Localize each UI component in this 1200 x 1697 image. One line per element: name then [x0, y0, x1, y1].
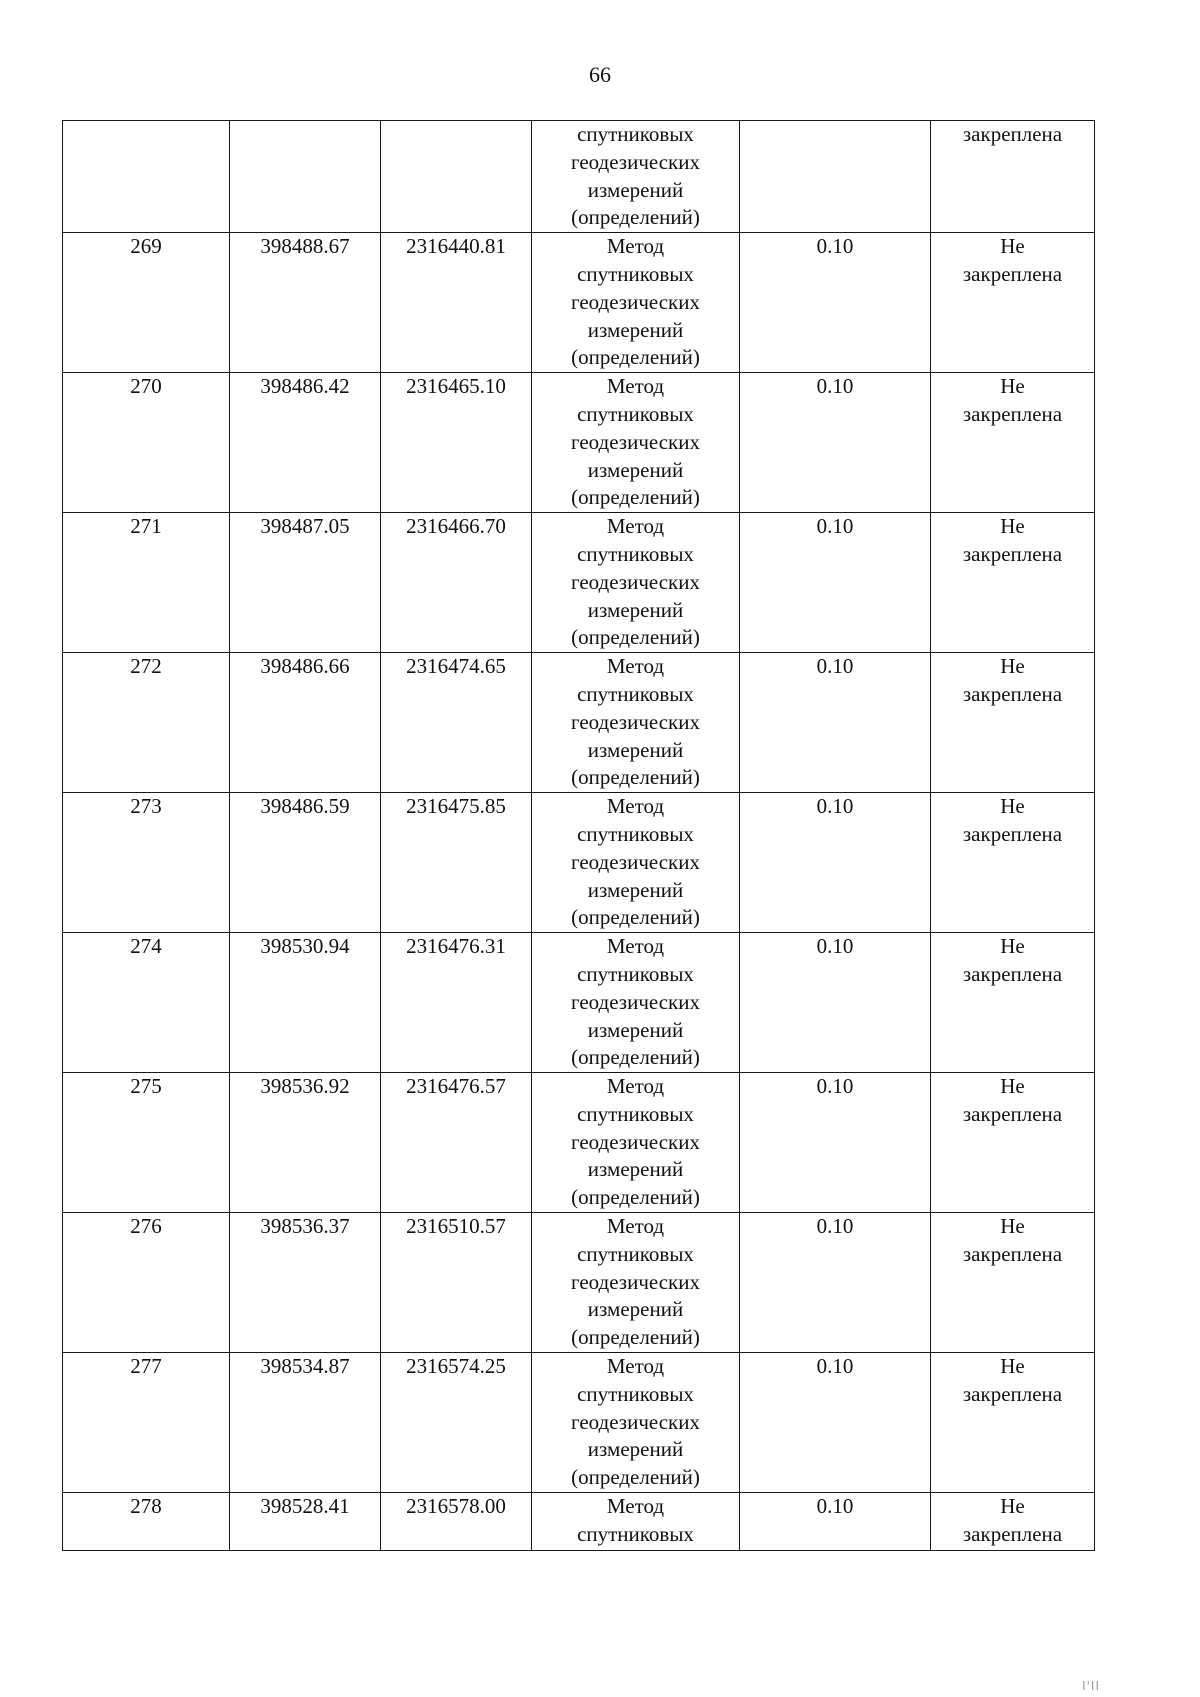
- method-line: спутниковых: [577, 961, 694, 986]
- cell-accuracy: 0.10: [740, 1353, 931, 1493]
- cell-x: 398530.94: [230, 933, 381, 1073]
- method-line: спутниковых: [577, 541, 694, 566]
- cell-x: 398536.37: [230, 1213, 381, 1353]
- cell-point-number: 276: [63, 1213, 230, 1353]
- cell-y: 2316510.57: [381, 1213, 532, 1353]
- status-line: закреплена: [962, 261, 1063, 286]
- cell-y: 2316574.25: [381, 1353, 532, 1493]
- coordinates-table: [62, 120, 1095, 1551]
- method-line: (определений): [571, 765, 700, 790]
- cell-accuracy: 0.10: [740, 513, 931, 653]
- cell-point-number: 272: [63, 653, 230, 793]
- status-line: закреплена: [962, 401, 1063, 426]
- cell-method: [532, 653, 740, 793]
- method-line: (определений): [571, 205, 700, 230]
- cell-method: [532, 933, 740, 1073]
- table-row: [63, 1073, 1095, 1213]
- method-line: измерений: [587, 1437, 684, 1462]
- cell-x: 398536.92: [230, 1073, 381, 1213]
- method-line: (определений): [571, 345, 700, 370]
- method-line: геодезических: [570, 429, 700, 454]
- cell-point-number: 277: [63, 1353, 230, 1493]
- cell-status: [931, 1493, 1095, 1551]
- method-line: (определений): [571, 1045, 700, 1070]
- status-line: закреплена: [962, 1101, 1063, 1126]
- method-line: Метод: [606, 1354, 665, 1379]
- method-line: Метод: [606, 1214, 665, 1239]
- table-row: [63, 1493, 1095, 1551]
- method-line: (определений): [571, 1325, 700, 1350]
- cell-status: [931, 1213, 1095, 1353]
- status-line: закреплена: [962, 541, 1063, 566]
- cell-method: [532, 793, 740, 933]
- method-line: (определений): [571, 1465, 700, 1490]
- method-line: Метод: [606, 514, 665, 539]
- method-line: (определений): [571, 625, 700, 650]
- status-line: Не: [1000, 934, 1025, 959]
- cell-status: [931, 1073, 1095, 1213]
- cell-x: [230, 121, 381, 233]
- method-line: измерений: [587, 1297, 684, 1322]
- method-line: Метод: [606, 1074, 665, 1099]
- method-line: спутниковых: [577, 1381, 694, 1406]
- status-line: Не: [1000, 1074, 1025, 1099]
- cell-x: 398528.41: [230, 1493, 381, 1551]
- cell-method: [532, 513, 740, 653]
- cell-point-number: 273: [63, 793, 230, 933]
- cell-accuracy: 0.10: [740, 373, 931, 513]
- cell-y: 2316578.00: [381, 1493, 532, 1551]
- status-line: закреплена: [962, 821, 1063, 846]
- method-line: (определений): [571, 1185, 700, 1210]
- method-line: (определений): [571, 905, 700, 930]
- method-line: спутниковых: [577, 1241, 694, 1266]
- table-row-continued: [63, 121, 1095, 233]
- cell-accuracy: 0.10: [740, 793, 931, 933]
- cell-y: 2316465.10: [381, 373, 532, 513]
- status-line: Не: [1000, 1354, 1025, 1379]
- method-line: Метод: [606, 234, 665, 259]
- method-line: спутниковых: [577, 1521, 694, 1546]
- coordinates-table-body: [63, 121, 1095, 1551]
- cell-status: [931, 513, 1095, 653]
- status-line: Не: [1000, 514, 1025, 539]
- cell-accuracy: 0.10: [740, 233, 931, 373]
- method-line: Метод: [606, 1494, 665, 1519]
- method-line: Метод: [606, 374, 665, 399]
- status-line: Не: [1000, 1214, 1025, 1239]
- status-line: Не: [1000, 234, 1025, 259]
- cell-accuracy: 0.10: [740, 1493, 931, 1551]
- cell-method: [532, 1073, 740, 1213]
- cell-accuracy: 0.10: [740, 1213, 931, 1353]
- status-line: закреплена: [962, 961, 1063, 986]
- method-line: Метод: [606, 934, 665, 959]
- cell-point-number: 269: [63, 233, 230, 373]
- method-line: геодезических: [570, 1129, 700, 1154]
- cell-y: 2316466.70: [381, 513, 532, 653]
- method-line: геодезических: [570, 849, 700, 874]
- status-line: Не: [1000, 654, 1025, 679]
- status-line: Не: [1000, 1494, 1025, 1519]
- cell-y: 2316476.57: [381, 1073, 532, 1213]
- method-line: геодезических: [570, 569, 700, 594]
- cell-x: 398487.05: [230, 513, 381, 653]
- cell-y: [381, 121, 532, 233]
- method-line: геодезических: [570, 989, 700, 1014]
- cell-y: 2316475.85: [381, 793, 532, 933]
- page-number: 66: [589, 62, 611, 87]
- method-line: геодезических: [570, 709, 700, 734]
- cell-status: [931, 1353, 1095, 1493]
- cell-accuracy: 0.10: [740, 933, 931, 1073]
- footer-mark: I'II: [1082, 1679, 1100, 1693]
- cell-x: 398486.59: [230, 793, 381, 933]
- cell-status: [931, 373, 1095, 513]
- cell-status: [931, 933, 1095, 1073]
- cell-accuracy: 0.10: [740, 653, 931, 793]
- method-line: спутниковых: [577, 122, 694, 146]
- status-line: Не: [1000, 794, 1025, 819]
- cell-accuracy: [740, 121, 931, 233]
- cell-y: 2316474.65: [381, 653, 532, 793]
- status-line: закреплена: [962, 1521, 1063, 1546]
- status-line: закреплена: [962, 681, 1063, 706]
- cell-y: 2316476.31: [381, 933, 532, 1073]
- method-line: измерений: [587, 597, 684, 622]
- table-row: [63, 1213, 1095, 1353]
- method-line: спутниковых: [577, 401, 694, 426]
- cell-y: 2316440.81: [381, 233, 532, 373]
- cell-x: 398534.87: [230, 1353, 381, 1493]
- cell-method: [532, 373, 740, 513]
- cell-accuracy: 0.10: [740, 1073, 931, 1213]
- method-line: геодезических: [570, 149, 700, 174]
- method-line: измерений: [587, 317, 684, 342]
- cell-point-number: 278: [63, 1493, 230, 1551]
- cell-x: 398488.67: [230, 233, 381, 373]
- table-row: [63, 793, 1095, 933]
- status-line: закреплена: [962, 122, 1063, 146]
- method-line: измерений: [587, 1157, 684, 1182]
- cell-x: 398486.66: [230, 653, 381, 793]
- cell-status: [931, 121, 1095, 233]
- table-row: [63, 373, 1095, 513]
- status-line: закреплена: [962, 1241, 1063, 1266]
- table-row: [63, 513, 1095, 653]
- method-line: спутниковых: [577, 681, 694, 706]
- table-row: [63, 653, 1095, 793]
- method-line: измерений: [587, 877, 684, 902]
- cell-status: [931, 653, 1095, 793]
- method-line: (определений): [571, 485, 700, 510]
- cell-point-number: [63, 121, 230, 233]
- cell-point-number: 270: [63, 373, 230, 513]
- status-line: закреплена: [962, 1381, 1063, 1406]
- table-row: [63, 933, 1095, 1073]
- cell-x: 398486.42: [230, 373, 381, 513]
- method-line: геодезических: [570, 289, 700, 314]
- table-row: [63, 1353, 1095, 1493]
- method-line: спутниковых: [577, 1101, 694, 1126]
- method-line: измерений: [587, 457, 684, 482]
- cell-method: [532, 233, 740, 373]
- cell-point-number: 274: [63, 933, 230, 1073]
- method-line: Метод: [606, 654, 665, 679]
- method-line: геодезических: [570, 1409, 700, 1434]
- cell-method: [532, 121, 740, 233]
- cell-status: [931, 233, 1095, 373]
- method-line: Метод: [606, 794, 665, 819]
- method-line: измерений: [587, 1017, 684, 1042]
- status-line: Не: [1000, 374, 1025, 399]
- cell-method: [532, 1353, 740, 1493]
- method-line: спутниковых: [577, 821, 694, 846]
- cell-method: [532, 1213, 740, 1353]
- method-line: спутниковых: [577, 261, 694, 286]
- table-row: [63, 233, 1095, 373]
- method-line: измерений: [587, 177, 684, 202]
- cell-status: [931, 793, 1095, 933]
- cell-point-number: 271: [63, 513, 230, 653]
- cell-method: [532, 1493, 740, 1551]
- cell-point-number: 275: [63, 1073, 230, 1213]
- method-line: геодезических: [570, 1269, 700, 1294]
- method-line: измерений: [587, 737, 684, 762]
